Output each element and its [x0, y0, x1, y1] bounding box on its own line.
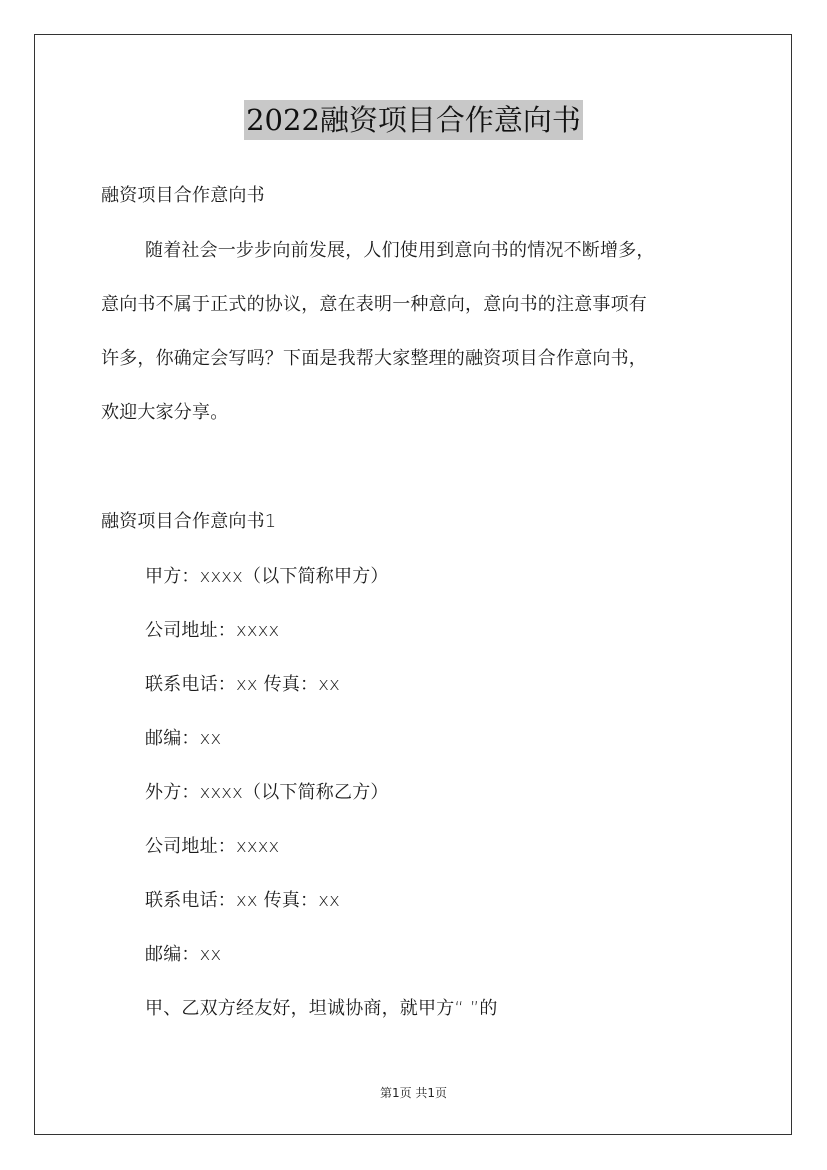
party-b-name: 外方：xxxx（以下简称乙方）: [145, 782, 389, 803]
party-b-postcode: 邮编：xx: [145, 944, 222, 965]
party-b-address: 公司地址：xxxx: [145, 836, 280, 857]
document-title: 2022融资项目合作意向书: [244, 100, 583, 140]
intro-line-3: 许多，你确定会写吗？下面是我帮大家整理的融资项目合作意向书，: [101, 348, 647, 369]
section-heading: 融资项目合作意向书1: [101, 511, 277, 532]
closing-line: 甲、乙双方经友好，坦诚协商，就甲方“ ”的: [145, 998, 498, 1019]
party-a-postcode: 邮编：xx: [145, 728, 222, 749]
intro-line-2: 意向书不属于正式的协议，意在表明一种意向，意向书的注意事项有: [101, 294, 647, 315]
party-a-name: 甲方：xxxx（以下简称甲方）: [145, 566, 389, 587]
title-container: [0, 100, 827, 140]
page-footer: 第1页 共1页: [379, 1086, 448, 1100]
party-a-address: 公司地址：xxxx: [145, 620, 280, 641]
intro-line-4: 欢迎大家分享。: [101, 402, 229, 423]
document-subtitle: 融资项目合作意向书: [101, 185, 265, 206]
intro-line-1: 随着社会一步步向前发展，人们使用到意向书的情况不断增多，: [145, 240, 655, 261]
party-b-phone: 联系电话：xx 传真：xx: [145, 890, 340, 911]
party-a-phone: 联系电话：xx 传真：xx: [145, 674, 340, 695]
